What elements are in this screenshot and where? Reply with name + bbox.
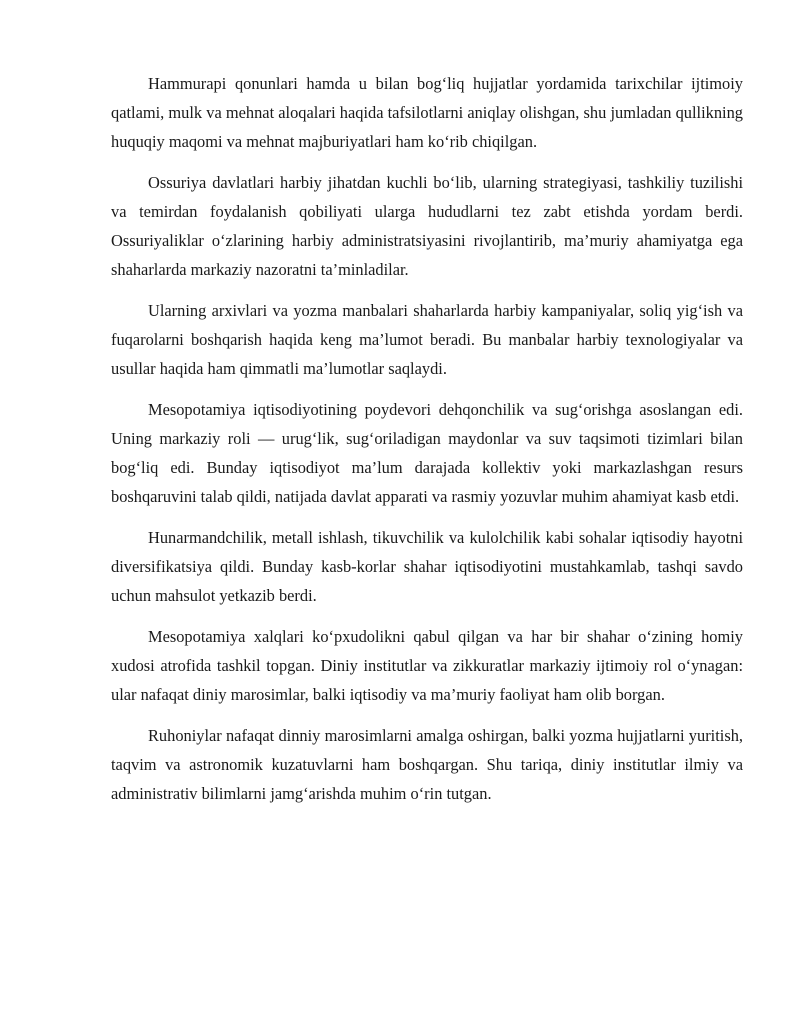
paragraph-3: Ularning arxivlari va yozma manbalari shaharlarda harbiy kampaniyalar, soliq yig‘ish va fuqarolarni boshqarish haqida keng ma’lumot beradi. Bu manbalar harbiy texnologiyalar va usullar haqida ham qimmatli ma’lumotlar saqlaydi. — [111, 301, 743, 378]
paragraph-2: Ossuriya davlatlari harbiy jihatdan kuchli bo‘lib, ularning strategiyasi, tashkiliy tuzilishi va temirdan foydalanish qobiliyati ularga hududlarni tez zabt etishda yordam berdi. Ossuriyaliklar o‘zlarining harbiy administratsiyasini rivojlantirib, ma’muriy ahamiyatga ega shaharlarda markaziy nazoratni ta’minladilar. — [111, 173, 743, 279]
document-body — [111, 69, 743, 820]
paragraph-7: Ruhoniylar nafaqat dinniy marosimlarni amalga oshirgan, balki yozma hujjatlarni yuritish, taqvim va astronomik kuzatuvlarni ham boshqargan. Shu tariqa, diniy institutlar ilmiy va administrativ bilimlarni jamg‘arishda muhim o‘rin tutgan. — [111, 726, 743, 803]
paragraph-5: Hunarmandchilik, metall ishlash, tikuvchilik va kulolchilik kabi sohalar iqtisodiy hayotni diversifikatsiya qildi. Bunday kasb-korlar shahar iqtisodiyotini mustahkamlab, tashqi savdo uchun mahsulot yetkazib berdi. — [111, 528, 743, 605]
paragraph-1: Hammurapi qonunlari hamda u bilan bog‘liq hujjatlar yordamida tarixchilar ijtimoiy qatlami, mulk va mehnat aloqalari haqida tafsilotlarni aniqlay olishgan, shu jumladan qullikning huquqiy maqomi va mehnat majburiyatlari ham ko‘rib chiqilgan. — [111, 74, 743, 151]
paragraph-4: Mesopotamiya iqtisodiyotining poydevori dehqonchilik va sug‘orishga asoslangan edi. Uning markaziy roli — urug‘lik, sug‘oriladigan maydonlar va suv taqsimoti tizimlari bilan bog‘liq edi. Bunday iqtisodiyot ma’lum darajada kollektiv yoki markazlashgan resurs boshqaruvini talab qildi, natijada davlat apparati va rasmiy yozuvlar muhim ahamiyat kasb etdi. — [111, 400, 743, 506]
paragraph-6: Mesopotamiya xalqlari ko‘pxudolikni qabul qilgan va har bir shahar o‘zining homiy xudosi atrofida tashkil topgan. Diniy institutlar va zikkuratlar markaziy ijtimoiy rol o‘ynagan: ular nafaqat diniy marosimlar, balki iqtisodiy va ma’muriy faoliyat ham olib borgan. — [111, 627, 743, 704]
